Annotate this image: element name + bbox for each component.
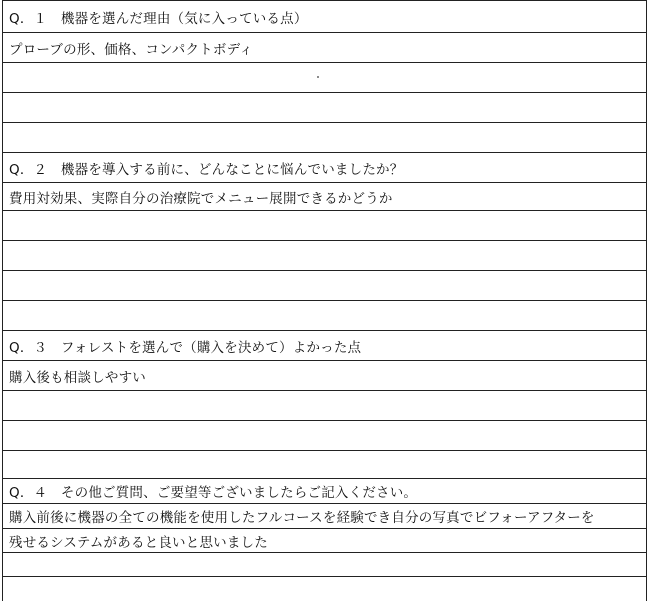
question-2-row [3,152,646,182]
answer-2-line-1 [3,182,646,210]
answer-3-line-1 [3,360,646,390]
answer-4-text-2: 残せるシステムがあると良いと思いました [9,534,268,551]
answer-4-line-2 [3,528,646,552]
answer-3-text-1: 購入後も相談しやすい [9,369,146,386]
answer-3-line-4 [3,450,646,478]
question-3-text: Q．３ フォレストを選んで（購入を決めて）よかった点 [9,339,362,356]
answer-4-line-4 [3,576,646,601]
question-4-row [3,478,646,503]
scan-speck [317,76,319,78]
answer-2-text-1: 費用対効果、実際自分の治療院でメニュー展開できるかどうか [9,190,393,207]
answer-4-text-1: 購入前後に機器の全ての機能を使用したフルコースを経験でき自分の写真でビフォーアフターを [9,510,595,526]
answer-4-line-1 [3,503,646,528]
question-2-text: Q．２ 機器を導入する前に、どんなことに悩んでいましたか？ [9,161,404,178]
answer-1-line-2 [3,62,646,92]
answer-1-line-1 [3,32,646,62]
answer-3-line-2 [3,390,646,420]
question-1-text: Q．１ 機器を選んだ理由（気に入っている点） [9,10,308,27]
answer-1-text-1: プローブの形、価格、コンパクトボディ [9,41,253,58]
answer-2-line-2 [3,210,646,240]
question-3-row [3,330,646,360]
answer-1-line-4 [3,122,646,152]
answer-2-line-3 [3,240,646,270]
question-1-row [3,0,646,32]
survey-form [2,0,647,601]
answer-2-line-5 [3,300,646,330]
question-4-text: Q．４ その他ご質問、ご要望等ございましたらご記入ください。 [9,485,418,501]
answer-1-line-3 [3,92,646,122]
answer-2-line-4 [3,270,646,300]
answer-3-line-3 [3,420,646,450]
answer-4-line-3 [3,552,646,576]
